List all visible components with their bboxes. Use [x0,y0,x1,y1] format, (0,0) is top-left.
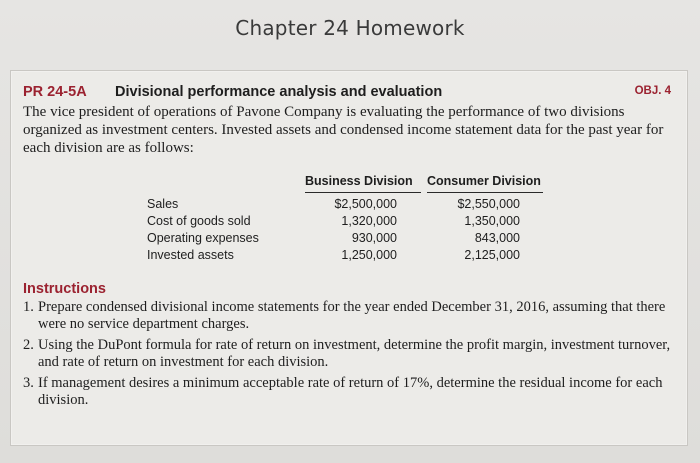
instruction-item [23,299,673,333]
instructions-heading: Instructions [23,281,106,297]
cell-business-operating-expenses: 930,000 [351,231,397,245]
instruction-number: 1. [23,299,34,315]
chapter-title: Chapter 24 Homework [235,16,465,40]
problem-intro: The vice president of operations of Pavone Company is evaluating the performance of two divisions organized as investment centers. Invested assets and condensed income statement data for the past year for each division are as follows: [23,104,664,156]
cell-consumer-operating-expenses: 843,000 [474,231,520,245]
cell-business-sales: $2,500,000 [334,197,397,211]
cell-business-invested-assets: 1,250,000 [341,248,397,262]
problem-box [10,70,688,446]
column-header-business: Business Division [305,174,413,188]
header-rule-consumer [427,192,543,193]
problem-number: PR 24-5A [23,84,87,100]
instruction-text: Using the DuPont formula for rate of return on investment, determine the profit margin, investment turnover, and rate of return on investment for each division. [38,337,671,370]
column-header-consumer: Consumer Division [427,174,541,188]
instruction-text: If management desires a minimum acceptable rate of return of 17%, determine the residual income for each division. [38,375,663,408]
row-label-operating-expenses: Operating expenses [147,231,259,245]
row-label-cogs: Cost of goods sold [147,214,251,228]
row-label-sales: Sales [147,197,179,211]
cell-consumer-sales: $2,550,000 [457,197,520,211]
instruction-text: Prepare condensed divisional income statements for the year ended December 31, 2016, assuming that there were no service department charges. [38,299,666,332]
instructions-list [23,299,673,413]
instruction-number: 2. [23,337,34,353]
cell-business-cogs: 1,320,000 [341,214,397,228]
problem-header [23,84,673,104]
cell-consumer-invested-assets: 2,125,000 [464,248,520,262]
instruction-item [23,337,673,371]
row-label-invested-assets: Invested assets [147,248,234,262]
objective-tag: OBJ. 4 [634,85,671,97]
cell-consumer-cogs: 1,350,000 [464,214,520,228]
instruction-item [23,375,673,409]
header-rule-business [305,192,421,193]
problem-title: Divisional performance analysis and evaluation [115,84,443,100]
instruction-number: 3. [23,375,34,391]
